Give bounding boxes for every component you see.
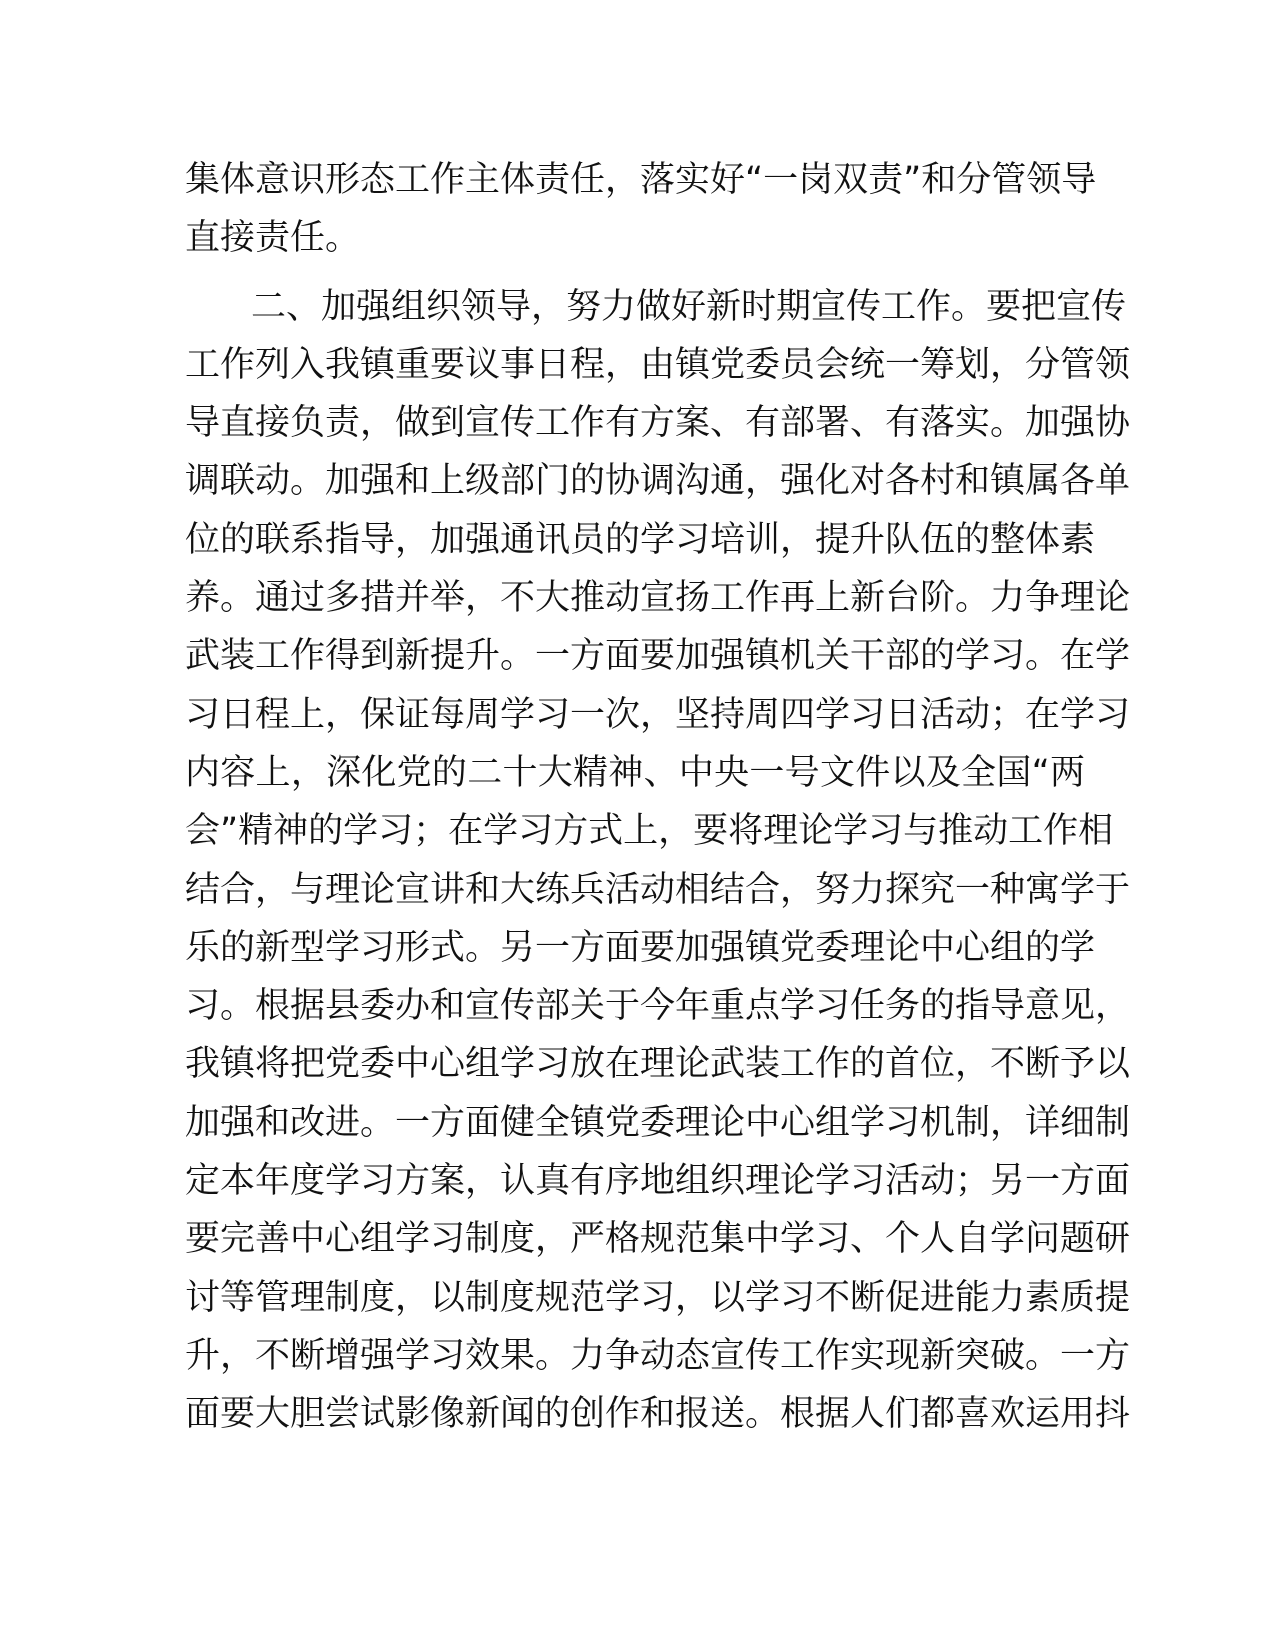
text-line: 习日程上，保证每周学习一次，坚持周四学习日活动；在学习	[185, 694, 1131, 735]
text-line: 结合，与理论宣讲和大练兵活动相结合，努力探究一种寓学于	[185, 869, 1131, 910]
text-line: 位的联系指导，加强通讯员的学习培训，提升队伍的整体素	[185, 519, 1096, 560]
text-line: 加强和改进。一方面健全镇党委理论中心组学习机制，详细制	[185, 1102, 1131, 1143]
text-line: 导直接负责，做到宣传工作有方案、有部署、有落实。加强协	[185, 403, 1131, 444]
text-line: 升，不断增强学习效果。力争动态宣传工作实现新突破。一方	[185, 1335, 1131, 1376]
text-line: 习。根据县委办和宣传部关于今年重点学习任务的指导意见，	[185, 986, 1131, 1027]
text-line: 调联动。加强和上级部门的协调沟通，强化对各村和镇属各单	[185, 461, 1131, 502]
text-line: 我镇将把党委中心组学习放在理论武装工作的首位，不断予以	[185, 1044, 1131, 1085]
body-text	[185, 151, 1131, 1444]
text-line: 会”精神的学习；在学习方式上，要将理论学习与推动工作相	[185, 811, 1114, 852]
text-line: 集体意识形态工作主体责任，落实好“一岗双责”和分管领导	[185, 160, 1097, 200]
text-line: 要完善中心组学习制度，严格规范集中学习、个人自学问题研	[185, 1219, 1131, 1260]
text-line: 内容上，深化党的二十大精神、中央一号文件以及全国“两	[185, 752, 1085, 793]
text-line: 工作列入我镇重要议事日程，由镇党委员会统一筹划，分管领	[185, 344, 1131, 385]
text-line: 乐的新型学习形式。另一方面要加强镇党委理论中心组的学	[185, 927, 1096, 968]
text-line: 直接责任。	[185, 218, 361, 259]
text-line: 武装工作得到新提升。一方面要加强镇机关干部的学习。在学	[185, 636, 1131, 677]
text-line: 面要大胆尝试影像新闻的创作和报送。根据人们都喜欢运用抖	[185, 1394, 1131, 1435]
section-heading-line: 二、加强组织领导，努力做好新时期宣传工作。要把宣传	[251, 286, 1127, 327]
text-line: 养。通过多措并举，不大推动宣扬工作再上新台阶。力争理论	[185, 578, 1131, 619]
text-line: 定本年度学习方案，认真有序地组织理论学习活动；另一方面	[185, 1161, 1131, 1202]
text-line: 讨等管理制度，以制度规范学习，以学习不断促进能力素质提	[185, 1277, 1131, 1318]
